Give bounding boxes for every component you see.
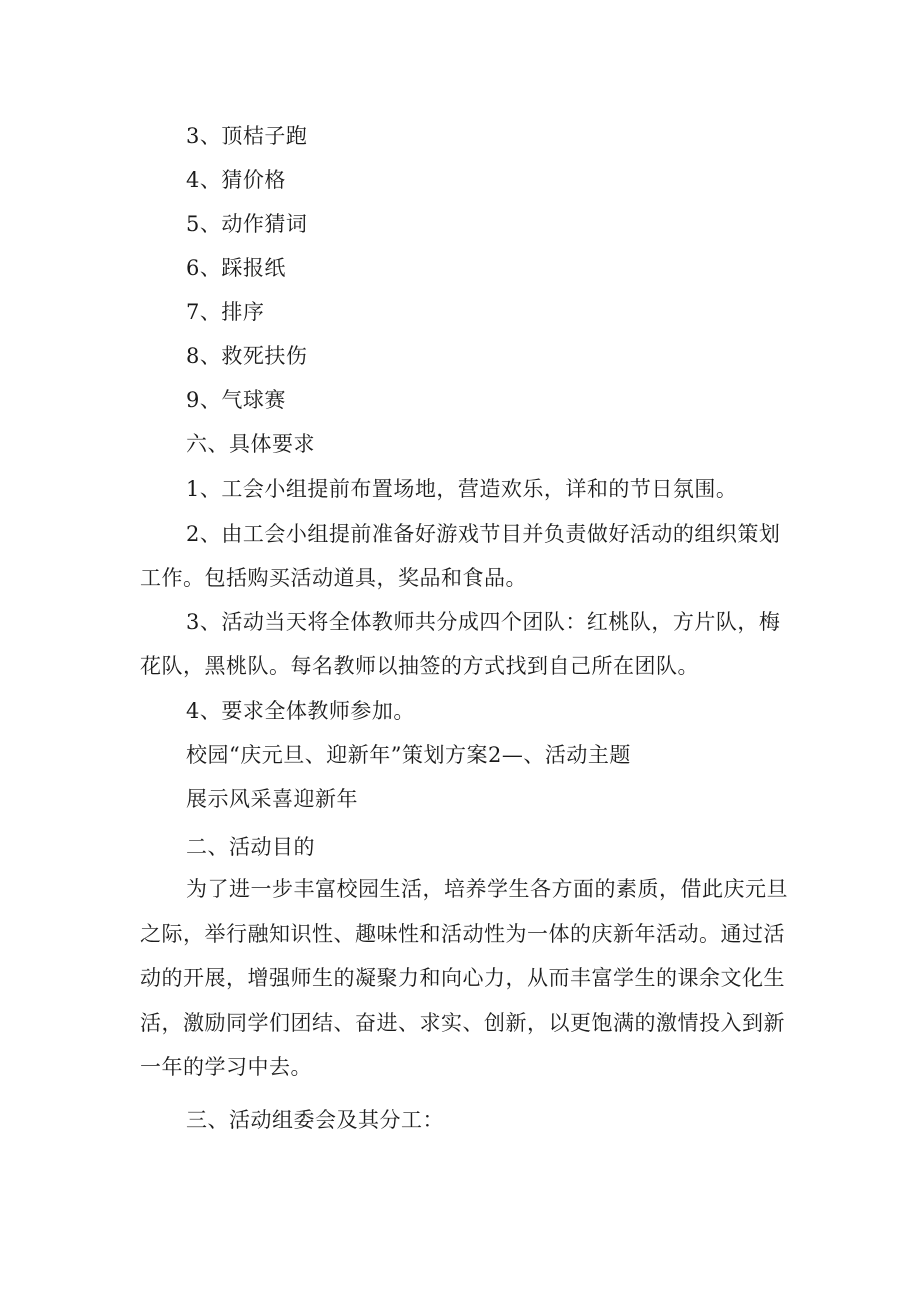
- paragraph-line: 4、要求全体教师参加。: [186, 699, 415, 723]
- paragraph-line: 2、由工会小组提前准备好游戏节目并负责做好活动的组织策划: [186, 522, 781, 546]
- paragraph-line: 动的开展，增强师生的凝聚力和向心力，从而丰富学生的课余文化生: [140, 966, 785, 990]
- paragraph-line: 工作。包括购买活动道具，奖品和食品。: [140, 566, 527, 590]
- section-heading: 三、活动组委会及其分工：: [186, 1108, 444, 1132]
- list-item: 5、动作猜词: [186, 212, 308, 236]
- list-item: 6、踩报纸: [186, 256, 286, 280]
- list-item: 7、排序: [186, 300, 265, 324]
- plan-title: 校园“庆元旦、迎新年”策划方案2—、活动主题: [186, 743, 631, 767]
- paragraph-line: 3、活动当天将全体教师共分成四个团队：红桃队，方片队，梅: [186, 610, 781, 634]
- section-heading: 二、活动目的: [186, 835, 315, 859]
- section-heading: 六、具体要求: [186, 432, 315, 456]
- paragraph-line: 花队，黑桃队。每名教师以抽签的方式找到自己所在团队。: [140, 654, 699, 678]
- list-item: 8、救死扶伤: [186, 344, 308, 368]
- list-item: 9、气球赛: [186, 388, 286, 412]
- list-item: 4、猜价格: [186, 168, 286, 192]
- list-item: 3、顶桔子跑: [186, 124, 308, 148]
- paragraph-line: 1、工会小组提前布置场地，营造欢乐，详和的节日氛围。: [186, 477, 738, 501]
- paragraph-line: 活，激励同学们团结、奋进、求实、创新，以更饱满的激情投入到新: [140, 1011, 785, 1035]
- paragraph-line: 一年的学习中去。: [140, 1055, 312, 1079]
- theme-text: 展示风采喜迎新年: [186, 787, 358, 811]
- paragraph-line: 之际，举行融知识性、趣味性和活动性为一体的庆新年活动。通过活: [140, 922, 785, 946]
- paragraph-line: 为了进一步丰富校园生活，培养学生各方面的素质，借此庆元旦: [186, 877, 788, 901]
